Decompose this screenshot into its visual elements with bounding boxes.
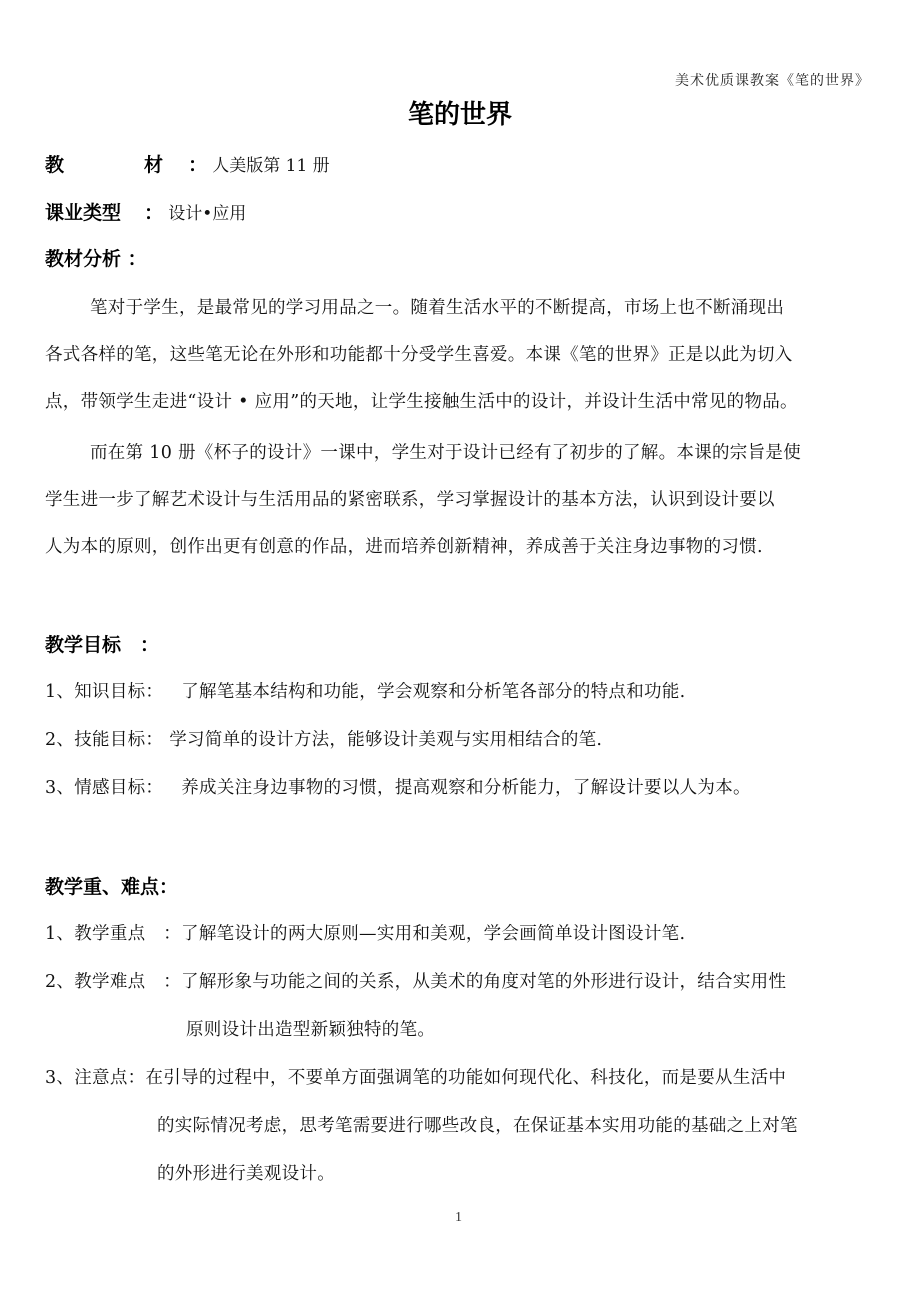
meta-row-type <box>45 198 246 225</box>
objective-label: 3、情感目标： <box>45 778 164 798</box>
key-point-item <box>45 968 786 993</box>
objective-label: 1、知识目标： <box>45 682 164 702</box>
key-point-item <box>45 1064 786 1089</box>
key-point-text: 了解形象与功能之间的关系，从美术的角度对笔的外形进行设计，结合实用性 <box>181 972 787 992</box>
document-title: 笔的世界 <box>407 100 512 130</box>
meta-row-textbook <box>45 150 330 177</box>
key-point-label: 1、教学重点 ： <box>45 924 182 944</box>
running-header: 美术优质课教案《笔的世界》 <box>675 73 870 89</box>
meta-label: 课业类型 <box>45 202 122 224</box>
objective-text: 养成关注身边事物的习惯，提高观察和分析能力，了解设计要以人为本。 <box>181 778 751 798</box>
page-number: 1 <box>455 1210 462 1225</box>
key-point-continuation: 的实际情况考虑，思考笔需要进行哪些改良，在保证基本实用功能的基础之上对笔 <box>157 1116 798 1136</box>
paragraph-line: 而在第 10 册《杯子的设计》一课中，学生对于设计已经有了初步的了解。本课的宗旨是使 <box>90 443 801 463</box>
meta-sep: ： <box>188 154 208 176</box>
section-heading-objectives: 教学目标 ： <box>45 634 160 656</box>
paragraph-line: 人为本的原则，创作出更有创意的作品，进而培养创新精神，养成善于关注身边事物的习惯. <box>45 537 763 557</box>
objective-text: 学习简单的设计方法，能够设计美观与实用相结合的笔. <box>169 730 603 750</box>
paragraph-line: 笔对于学生，是最常见的学习用品之一。随着生活水平的不断提高，市场上也不断涌现出 <box>90 298 785 318</box>
paragraph-line: 学生进一步了解艺术设计与生活用品的紧密联系，学习掌握设计的基本方法，认识到设计要以 <box>45 490 775 510</box>
objective-item <box>45 726 602 751</box>
meta-label: 教 材 <box>45 154 178 176</box>
key-point-label: 2、教学难点 ： <box>45 972 182 992</box>
meta-value: 设计•应用 <box>168 204 247 224</box>
meta-sep: ： <box>144 202 164 224</box>
section-heading-analysis: 教材分析 ： <box>45 248 147 270</box>
paragraph-line: 各式各样的笔，这些笔无论在外形和功能都十分受学生喜爱。本课《笔的世界》正是以此为切入 <box>45 345 793 365</box>
objective-item <box>45 774 751 799</box>
key-point-text: 在引导的过程中，不要单方面强调笔的功能如何现代化、科技化，而是要从生活中 <box>145 1068 787 1088</box>
objective-text: 了解笔基本结构和功能，学会观察和分析笔各部分的特点和功能. <box>181 682 686 702</box>
section-heading-key-points: 教学重、难点： <box>45 876 179 898</box>
objective-item <box>45 678 686 703</box>
paragraph-line: 点，带领学生走进“设计 • 应用”的天地，让学生接触生活中的设计，并设计生活中常见的物品。 <box>45 392 798 412</box>
objective-label: 2、技能目标： <box>45 730 164 750</box>
key-point-label: 3、注意点： <box>45 1068 146 1088</box>
key-point-continuation: 的外形进行美观设计。 <box>157 1164 335 1184</box>
meta-value: 人美版第 11 册 <box>212 156 330 176</box>
key-point-continuation: 原则设计出造型新颖独特的笔。 <box>186 1020 436 1040</box>
key-point-text: 了解笔设计的两大原则—实用和美观，学会画简单设计图设计笔. <box>181 924 686 944</box>
key-point-item <box>45 920 685 945</box>
